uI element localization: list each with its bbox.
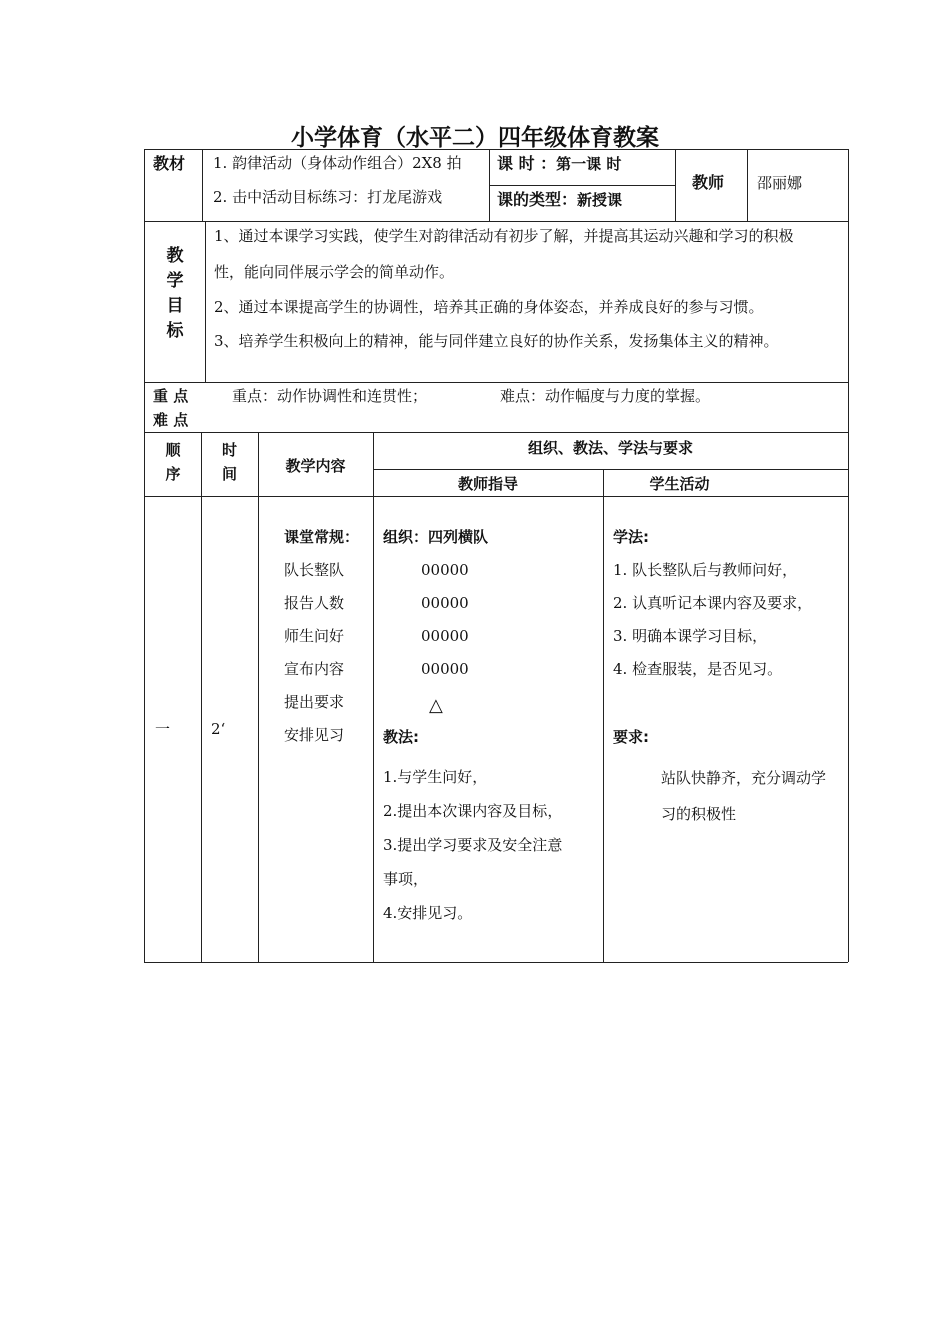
col-time-char: 间	[221, 465, 237, 483]
method-title: 教法:	[383, 728, 419, 746]
table-border-top	[144, 149, 848, 150]
type-label: 课的类型：	[497, 190, 578, 209]
material-item-1: 1. 韵律活动（身体动作组合）2X8 拍	[213, 154, 462, 172]
method-list	[383, 760, 562, 930]
formation-row: 00000	[421, 627, 469, 645]
col-student-activity-header: 学生活动	[649, 475, 710, 493]
study-item: 2. 认真听记本课内容及要求，	[613, 594, 813, 612]
method-line: 1.与学生问好，	[383, 768, 488, 786]
period-value: 第一课 时	[556, 155, 622, 173]
method-line: 2.提出本次课内容及目标，	[383, 802, 563, 820]
material-item-2: 2. 击中活动目标练习：打龙尾游戏	[213, 188, 443, 206]
table-rule-header	[144, 221, 848, 222]
focus-label-1: 重 点	[153, 387, 189, 405]
table-rule-v2	[489, 149, 490, 221]
requirement-line: 习的积极性	[661, 805, 737, 823]
study-item: 1. 队长整队后与教师问好，	[613, 561, 798, 579]
table-rule-v6	[201, 432, 202, 962]
type-field	[497, 190, 622, 210]
objectives-label-char: 目	[166, 296, 184, 316]
study-item: 4. 检查服装，是否见习。	[613, 660, 783, 678]
objective-line-3: 2、通过本课提高学生的协调性，培养其正确的身体姿态，并养成良好的参与习惯。	[214, 298, 764, 316]
method-line: 3.提出学习要求及安全注意	[383, 836, 563, 854]
table-border-bottom	[144, 962, 848, 963]
table-rule-focus	[144, 432, 848, 433]
col-time-header	[201, 438, 258, 486]
col-order-header	[144, 438, 202, 486]
table-rule-org	[373, 469, 848, 470]
type-value: 新授课	[577, 191, 623, 209]
formation-row: 00000	[421, 594, 469, 612]
difficulty: 难点：动作幅度与力度的掌握。	[500, 387, 711, 405]
requirement-line: 站队快静齐，充分调动学	[661, 769, 827, 787]
col-time-char: 时	[221, 441, 237, 459]
col-order-char: 序	[165, 465, 181, 483]
org-title: 组织：四列横队	[383, 528, 489, 546]
objectives-label-char: 学	[166, 271, 184, 291]
table-rule-objectives	[144, 382, 848, 383]
table-border-left	[144, 149, 145, 962]
table-rule-v5	[205, 221, 206, 382]
study-title: 学法:	[613, 528, 649, 546]
content-item: 师生问好	[284, 627, 345, 645]
objectives-label	[155, 244, 195, 344]
content-item: 宣布内容	[284, 660, 345, 678]
objective-line-2: 性，能向同伴展示学会的简单动作。	[214, 263, 455, 281]
content-item: 报告人数	[284, 594, 345, 612]
formation	[421, 554, 469, 686]
method-line: 事项，	[383, 870, 429, 888]
content-list	[284, 521, 359, 752]
focus-label-2: 难 点	[153, 411, 189, 429]
content-title: 课堂常规：	[284, 528, 360, 546]
row-order: 一	[155, 720, 171, 738]
table-rule-v8	[373, 432, 374, 962]
requirement-title: 要求:	[613, 728, 649, 746]
col-content-header: 教学内容	[285, 457, 346, 475]
table-rule-v9	[603, 469, 604, 962]
col-order-char: 顺	[165, 441, 181, 459]
teacher-position-triangle-icon: △	[429, 695, 443, 716]
teacher-label: 教师	[692, 173, 725, 192]
objective-line-1: 1、通过本课学习实践，使学生对韵律活动有初步了解，并提高其运动兴趣和学习的积极	[214, 227, 794, 245]
study-list	[613, 554, 812, 686]
table-rule-v7	[258, 432, 259, 962]
content-item: 提出要求	[284, 693, 345, 711]
col-teacher-guide-header: 教师指导	[457, 475, 518, 493]
objective-line-4: 3、培养学生积极向上的精神，能与同伴建立良好的协作关系，发扬集体主义的精神。	[214, 332, 779, 350]
table-rule-v3	[675, 149, 676, 221]
content-item: 安排见习	[284, 726, 345, 744]
table-rule-v1	[202, 149, 203, 221]
content-item: 队长整队	[284, 561, 345, 579]
study-item: 3. 明确本课学习目标，	[613, 627, 768, 645]
period-label: 课 时 ：	[497, 154, 557, 173]
formation-row: 00000	[421, 660, 469, 678]
formation-row: 00000	[421, 561, 469, 579]
table-rule-period	[489, 185, 675, 186]
key-point: 重点：动作协调性和连贯性；	[232, 387, 428, 405]
col-org-header: 组织、教法、学法与要求	[527, 439, 693, 457]
row-time: 2‘	[211, 720, 226, 738]
material-label: 教材	[153, 154, 186, 173]
table-border-right	[848, 149, 849, 962]
requirement-text	[661, 760, 826, 832]
table-rule-v4	[747, 149, 748, 221]
method-line: 4.安排见习。	[383, 904, 473, 922]
table-rule-colhead	[144, 496, 848, 497]
period-field	[497, 154, 621, 174]
objectives-label-char: 标	[166, 321, 184, 341]
page-title: 小学体育（水平二）四年级体育教案	[291, 125, 659, 151]
teacher-name: 邵丽娜	[757, 174, 803, 192]
objectives-label-char: 教	[166, 246, 184, 266]
